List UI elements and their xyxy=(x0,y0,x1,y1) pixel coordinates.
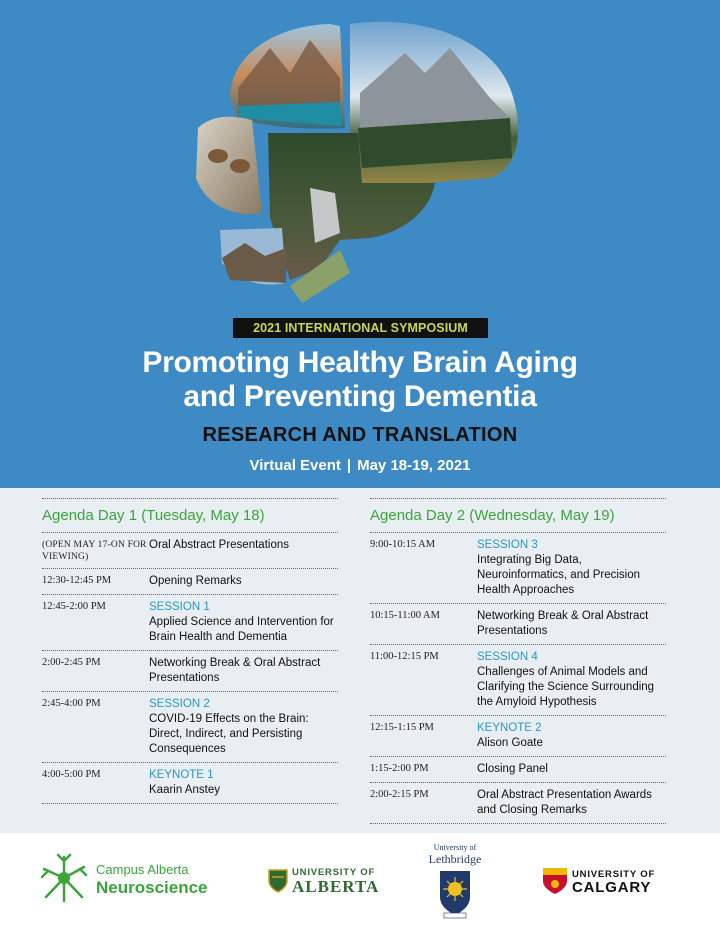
symposium-badge: 2021 INTERNATIONAL SYMPOSIUM xyxy=(233,318,488,338)
agenda-time: 11:00-12:15 PM xyxy=(370,651,439,662)
agenda-time: 12:45-2:00 PM xyxy=(42,601,106,612)
agenda-session-label: KEYNOTE 2 xyxy=(477,722,542,734)
agenda-row xyxy=(370,756,666,782)
agenda-day-2-title: Agenda Day 2 (Wednesday, May 19) xyxy=(370,507,615,524)
agenda-text: Challenges of Animal Models and Clarifying the Science Surrounding the Amyloid Hypothesis xyxy=(477,666,655,708)
agenda-row xyxy=(42,691,338,762)
agenda-text: Oral Abstract Presentations xyxy=(149,539,289,551)
university-of-calgary-logo xyxy=(542,867,662,897)
lethbridge-shield-icon xyxy=(438,869,472,919)
agenda-session-label: SESSION 3 xyxy=(477,539,538,551)
agenda-text: Applied Science and Intervention for Brain Health and Dementia xyxy=(149,616,334,643)
calgary-crest-icon xyxy=(542,867,568,895)
campus-alberta-text: Campus Alberta xyxy=(96,862,189,877)
agenda-day-1 xyxy=(42,498,338,804)
agenda-text: Integrating Big Data, Neuroinformatics, and Precision Health Approaches xyxy=(477,554,640,596)
agenda-text: COVID-19 Effects on the Brain: Direct, Indirect, and Persisting Consequences xyxy=(149,713,309,755)
calgary-name-text: CALGARY xyxy=(572,879,652,896)
agenda-time: 2:00-2:45 PM xyxy=(42,657,101,668)
campus-alberta-neuroscience-logo xyxy=(40,853,240,905)
agenda-time: 2:45-4:00 PM xyxy=(42,698,101,709)
lethbridge-name-text: Lethbridge xyxy=(428,852,482,866)
event-info xyxy=(0,457,720,474)
neuron-icon xyxy=(40,853,88,903)
alberta-crest-icon xyxy=(268,869,288,893)
agenda-time: 4:00-5:00 PM xyxy=(42,769,101,780)
agenda-row xyxy=(370,603,666,644)
agenda-row xyxy=(370,644,666,715)
agenda-time: 2:00-2:15 PM xyxy=(370,789,429,800)
agenda-row xyxy=(42,650,338,691)
page-title-line-2: and Preventing Dementia xyxy=(183,380,537,413)
agenda-session-label: KEYNOTE 1 xyxy=(149,769,214,781)
agenda-time: (OPEN MAY 17-ON FOR VIEWING) xyxy=(42,540,147,562)
agenda-text: Networking Break & Oral Abstract Presentations xyxy=(477,610,649,637)
brain-photo-collage xyxy=(190,18,530,308)
agenda-row xyxy=(370,782,666,823)
alberta-university-of-text: UNIVERSITY OF xyxy=(292,867,376,878)
alberta-name-text: ALBERTA xyxy=(292,877,380,896)
lethbridge-university-of-text: University of xyxy=(433,843,477,852)
neuroscience-text: Neuroscience xyxy=(96,878,208,897)
page-title-line-1: Promoting Healthy Brain Aging xyxy=(142,346,578,379)
agenda-row xyxy=(42,762,338,803)
agenda-text: Closing Panel xyxy=(477,763,548,775)
sponsor-footer xyxy=(0,833,720,932)
event-type: Virtual Event xyxy=(249,457,341,474)
agenda-day-1-title: Agenda Day 1 (Tuesday, May 18) xyxy=(42,507,265,524)
agenda-session-label: SESSION 4 xyxy=(477,651,538,663)
agenda-row xyxy=(42,532,338,568)
agenda-text: Networking Break & Oral Abstract Presentations xyxy=(149,657,321,684)
agenda-day-2 xyxy=(370,498,666,824)
agenda-session-label: SESSION 1 xyxy=(149,601,210,613)
agenda-time: 12:30-12:45 PM xyxy=(42,575,112,586)
agenda-text: Opening Remarks xyxy=(149,575,242,587)
agenda-row xyxy=(42,594,338,650)
agenda-time: 12:15-1:15 PM xyxy=(370,722,434,733)
university-of-lethbridge-logo xyxy=(420,843,490,927)
agenda-row xyxy=(42,568,338,594)
bighorn-sheep-photo xyxy=(196,117,262,214)
agenda-section xyxy=(0,488,720,833)
agenda-session-label: SESSION 2 xyxy=(149,698,210,710)
agenda-time: 1:15-2:00 PM xyxy=(370,763,429,774)
calgary-university-of-text: UNIVERSITY OF xyxy=(572,869,656,880)
agenda-row xyxy=(370,715,666,756)
event-separator: | xyxy=(346,457,352,474)
university-of-alberta-logo xyxy=(268,867,388,897)
agenda-text: Alison Goate xyxy=(477,737,543,749)
agenda-time: 9:00-10:15 AM xyxy=(370,539,436,550)
agenda-row xyxy=(370,532,666,603)
agenda-time: 10:15-11:00 AM xyxy=(370,610,440,621)
agenda-text: Oral Abstract Presentation Awards and Closing Remarks xyxy=(477,789,652,816)
page-subtitle: RESEARCH AND TRANSLATION xyxy=(202,424,518,446)
agenda-text: Kaarin Anstey xyxy=(149,784,220,796)
event-dates: May 18-19, 2021 xyxy=(357,457,471,474)
